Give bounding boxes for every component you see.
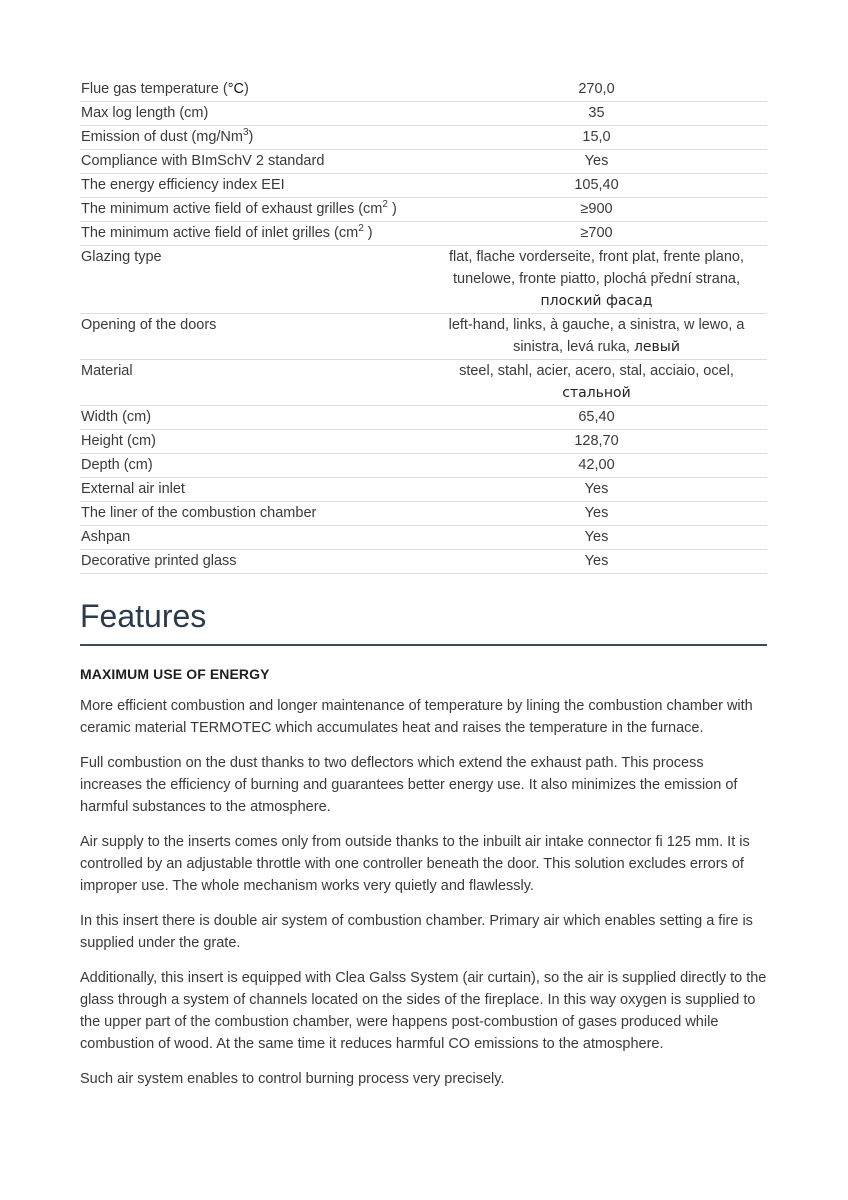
table-row [80,454,767,478]
spec-value: 65,40 [426,406,767,430]
table-row [80,502,767,526]
spec-label: The minimum active field of inlet grilles ($cm^2$ ) [80,222,426,246]
feature-paragraph: More efficient combustion and longer maintenance of temperature by lining the combustion chamber with ceramic material TERMOTEC which accumulates heat and raises the temperature in the furnace. [80,698,753,736]
spec-value: Yes [426,150,767,174]
features-subheading: MAXIMUM USE OF ENERGY [80,666,270,682]
spec-value: left-hand, links, à gauche, a sinistra, w lewo, a sinistra, levá ruka, левый [426,314,767,360]
table-row [80,406,767,430]
spec-label: Width (cm) [80,406,426,430]
table-row [80,246,767,314]
table-row [80,174,767,198]
spec-label: The minimum active field of exhaust grilles ($cm^2$ ) [80,198,426,222]
unit-celsius: °C [227,81,244,97]
feature-paragraph: Air supply to the inserts comes only from outside thanks to the inbuilt air intake connector fi 125 mm. It is controlled by an adjustable throttle with one controller beneath the door. This solution excludes errors of improper use. The whole mechanism works very quietly and flawlessly. [80,834,750,894]
spec-value: 35 [426,102,767,126]
spec-label: Depth (cm) [80,454,426,478]
feature-paragraph: In this insert there is double air system of combustion chamber. Primary air which enables setting a fire is supplied under the grate. [80,913,753,951]
document-page [80,78,767,1090]
spec-value: Yes [426,526,767,550]
spec-label: Glazing type [80,246,426,314]
spec-value-ru: стальной [562,385,631,401]
spec-value: 105,40 [426,174,767,198]
spec-label: Height (cm) [80,430,426,454]
spec-value-ru: плоский фасад [540,293,653,309]
spec-label: The liner of the combustion chamber [80,502,426,526]
table-row [80,150,767,174]
feature-paragraph: Additionally, this insert is equipped with Clea Galss System (air curtain), so the air is supplied directly to the glass through a system of channels located on the sides of the fireplace. In this way oxygen is supplied to the upper part of the combustion chamber, were happens post-combustion of gases produced while combustion of wood. At the same time it reduces harmful CO emissions to the atmosphere. [80,970,767,1052]
spec-value-ru: левый [633,339,680,355]
spec-value: Yes [426,550,767,574]
table-row [80,102,767,126]
spec-value: ≥900 [426,198,767,222]
specifications-table [80,78,767,574]
feature-paragraph: Such air system enables to control burning process very precisely. [80,1071,505,1087]
table-row [80,430,767,454]
table-row [80,314,767,360]
table-row [80,360,767,406]
feature-paragraph: Full combustion on the dust thanks to two deflectors which extend the exhaust path. This process increases the efficiency of burning and guarantees better energy use. It also minimizes the emission of harmful substances to the atmosphere. [80,755,738,815]
features-heading: Features [80,596,767,646]
spec-value: flat, flache vorderseite, front plat, frente plano, tunelowe, fronte piatto, plochá přední strana, плоский фасад [426,246,767,314]
spec-value: 128,70 [426,430,767,454]
spec-value: 270,0 [426,78,767,102]
spec-label: The energy efficiency index EEI [80,174,426,198]
spec-label: Flue gas temperature (°C) [80,78,426,102]
spec-label: Opening of the doors [80,314,426,360]
spec-value: Yes [426,502,767,526]
spec-value: ≥700 [426,222,767,246]
spec-label: Max log length (cm) [80,102,426,126]
spec-label: Decorative printed glass [80,550,426,574]
spec-value: steel, stahl, acier, acero, stal, acciaio, ocel, стальной [426,360,767,406]
spec-value: 42,00 [426,454,767,478]
spec-label: External air inlet [80,478,426,502]
spec-label: Emission of dust (mg/Nm$^3$) [80,126,426,150]
table-row [80,198,767,222]
table-row [80,126,767,150]
spec-value: 15,0 [426,126,767,150]
table-row [80,222,767,246]
table-row [80,550,767,574]
table-row [80,478,767,502]
table-row [80,526,767,550]
spec-label: Compliance with BImSchV 2 standard [80,150,426,174]
table-row [80,78,767,102]
spec-value: Yes [426,478,767,502]
spec-label: Ashpan [80,526,426,550]
spec-label: Material [80,360,426,406]
